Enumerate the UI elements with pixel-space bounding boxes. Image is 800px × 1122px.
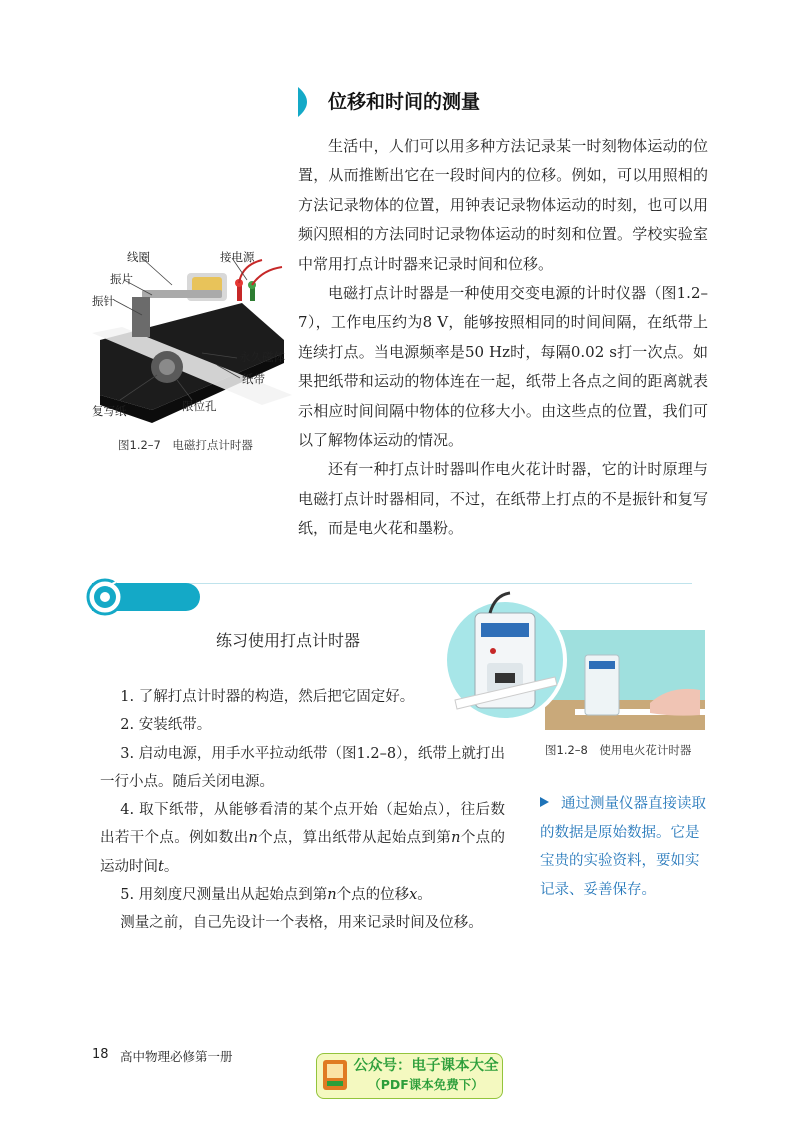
- stamp-line-2: （PDF课本免费下）: [368, 1077, 484, 1092]
- section-title: 位移和时间的测量: [328, 91, 481, 113]
- label-power: 接电源: [220, 250, 255, 264]
- paragraph-1: 生活中，人们可以用多种方法记录某一时刻物体运动的位置，从而推断出它在一段时间内的位移。例如，可以用照相的方法记录物体的位置，用钟表记录物体运动的时刻，也可以用频闪照相的方法同时记录物体运动的时刻和位置。学校实验室中常用打点计时器来记录时间和位移。: [298, 137, 708, 273]
- book-title: 高中物理必修第一册: [120, 1049, 233, 1064]
- figure1-caption: 图1.2–7 电磁打点计时器: [118, 438, 253, 452]
- note-text: 通过测量仪器直接读取的数据是原始数据。它是宝贵的实验资料，要如实记录、妥善保存。: [540, 796, 706, 898]
- experiment-badge-icon: [86, 578, 124, 616]
- label-limit-hole: 限位孔: [182, 399, 217, 413]
- paragraph-3: 还有一种打点计时器叫作电火花计时器，它的计时原理与电磁打点计时器相同，不过，在纸带上打点的不是振针和复写纸，而是电火花和墨粉。: [298, 460, 708, 538]
- step-1: 1. 了解打点计时器的构造，然后把它固定好。: [120, 689, 415, 705]
- experiment-title: 练习使用打点计时器: [216, 631, 361, 650]
- paragraph-2: 电磁打点计时器是一种使用交变电源的计时仪器（图1.2–7），工作电压约为8 V，能够按照相同的时间间隔，在纸带上连续打点。当电源频率是50 Hz时，每隔0.02 s打一次点。如果把纸带和运动的物体连在一起，纸带上各点之间的距离就表示相应时间间隔中物体的位移大小。由这些点的位置，我们可以了解物体运动的情况。: [298, 284, 708, 450]
- step-4: 4. 取下纸带，从能够看清的某个点开始（起始点），往后数出若干个点。例如数出n个点，算出纸带从起始点到第n个点的运动时间t。: [100, 802, 506, 875]
- label-tape: 纸带: [242, 372, 265, 386]
- side-note: [540, 790, 710, 904]
- section-marker-icon: [294, 87, 316, 117]
- closing-sentence: 测量之前，自己先设计一个表格，用来记录时间及位移。: [120, 915, 483, 932]
- figure2-caption: 图1.2–8 使用电火花计时器: [545, 743, 692, 757]
- label-coil: 线圈: [127, 250, 150, 264]
- figure-spark-timer: [445, 585, 705, 735]
- figure-electromagnetic-timer: [92, 245, 292, 445]
- stamp-line-1: 公众号：电子课本大全: [353, 1058, 499, 1074]
- step-3: 3. 启动电源，用手水平拉动纸带（图1.2–8），纸带上就打出一行小点。随后关闭电源。: [100, 745, 505, 790]
- spark-timer-photo: [445, 585, 705, 735]
- label-magnet: 永久磁体: [239, 350, 285, 364]
- page-number: 18: [92, 1047, 109, 1062]
- note-triangle-icon: [540, 797, 549, 807]
- label-needle: 振针: [92, 294, 115, 308]
- label-reed: 振片: [110, 272, 133, 286]
- label-carbon: 复写纸: [92, 404, 127, 418]
- book-logo-icon: [321, 1058, 349, 1092]
- step-5: 5. 用刻度尺测量出从起始点到第n个点的位移x。: [120, 887, 432, 904]
- body-text: [298, 132, 708, 544]
- step-2: 2. 安装纸带。: [120, 717, 212, 734]
